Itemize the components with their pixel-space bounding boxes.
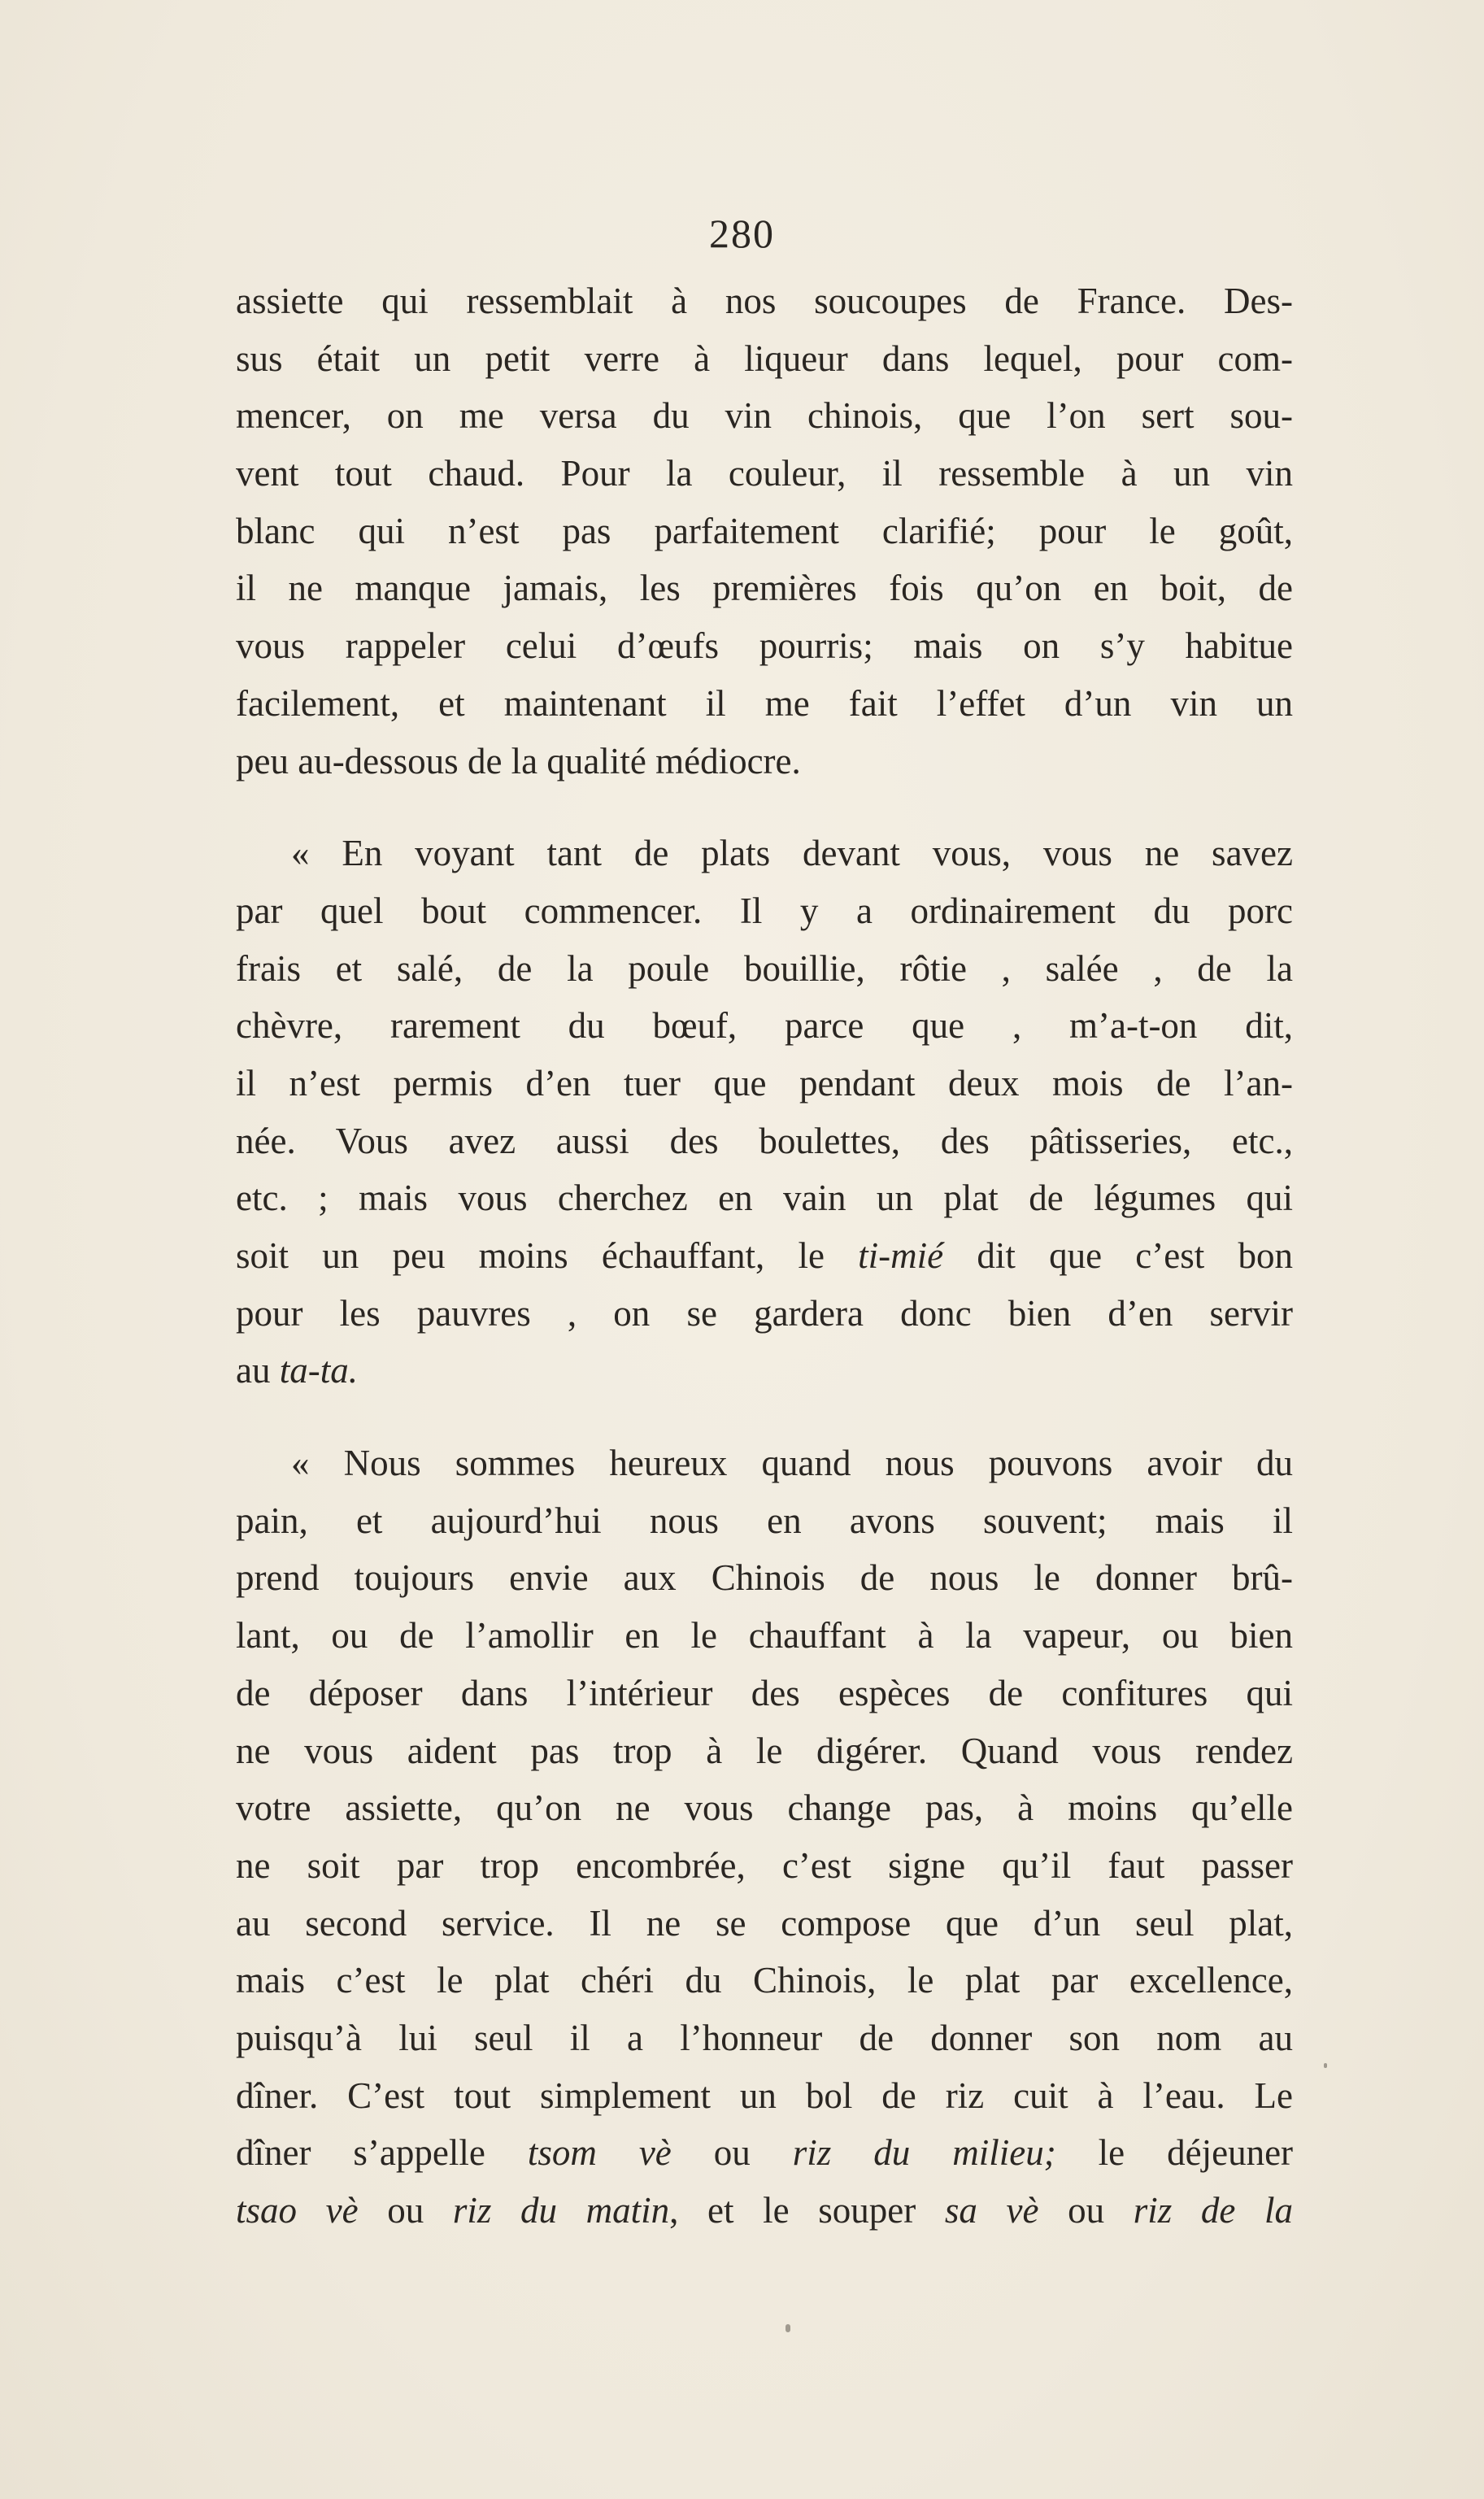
text-line: dîner. C’est tout simplement un bol de riz cuit à l’eau. Le [236, 2075, 1293, 2116]
text-line: etc. ; mais vous cherchez en vain un plat de légumes qui [236, 1178, 1293, 1219]
text-line: ne vous aident pas trop à le digérer. Quand vous rendez [236, 1730, 1293, 1771]
text-line-with-italic [236, 1227, 1293, 1285]
text-segment: ou [387, 2190, 424, 2231]
italic-term: riz du matin [452, 2190, 670, 2231]
text-line-with-italic [236, 2182, 1293, 2240]
text-segment: le déjeuner [1098, 2132, 1294, 2174]
text-line: au second service. Il ne se compose que d’un seul plat, [236, 1902, 1293, 1944]
text-line: ne soit par trop encombrée, c’est signe qu’il faut passer [236, 1844, 1293, 1886]
text-line: pour les pauvres , on se gardera donc bien d’en servir [236, 1292, 1293, 1334]
text-line: de déposer dans l’intérieur des espèces de confitures qui [236, 1672, 1293, 1713]
paragraph-gap [236, 790, 1293, 825]
text-line: prend toujours envie aux Chinois de nous le donner brû- [236, 1557, 1293, 1599]
paragraph-2 [236, 825, 1293, 1400]
text-line: blanc qui n’est pas parfaitement clarifié; pour le goût, [236, 510, 1293, 551]
text-segment: dîner s’appelle [236, 2132, 485, 2174]
text-line: il ne manque jamais, les premières fois qu’on en boit, de [236, 568, 1293, 609]
text-line: pain, et aujourd’hui nous en avons souvent; mais il [236, 1500, 1293, 1541]
text-segment: ou [713, 2132, 751, 2174]
body-text [236, 272, 1293, 2240]
italic-term: ti-mié [858, 1235, 944, 1276]
text-line: par quel bout commencer. Il y a ordinairement du porc [236, 890, 1293, 931]
italic-term: riz du milieu; [792, 2132, 1056, 2174]
paper-speck [786, 2324, 790, 2332]
text-line: mais c’est le plat chéri du Chinois, le plat par excellence, [236, 1960, 1293, 2001]
text-line: chèvre, rarement du bœuf, parce que , m’a-t-on dit, [236, 1005, 1293, 1047]
page-number: 280 [709, 211, 775, 256]
text-segment: au [236, 1350, 271, 1391]
italic-term: sa vè [944, 2190, 1039, 2231]
text-line: assiette qui ressemblait à nos soucoupes de France. Des- [236, 281, 1293, 321]
text-line: « En voyant tant de plats devant vous, vous ne savez [291, 833, 1293, 874]
paragraph-gap [236, 1400, 1293, 1435]
italic-term: tsao vè [236, 2190, 359, 2231]
text-segment: , et le souper [669, 2190, 916, 2231]
paragraph-3 [236, 1435, 1293, 2240]
text-segment: ou [1068, 2190, 1105, 2231]
text-line: votre assiette, qu’on ne vous change pas, à moins qu’elle [236, 1787, 1293, 1829]
text-line: il n’est permis d’en tuer que pendant deux mois de l’an- [236, 1062, 1293, 1104]
text-segment: dit que c’est bon [977, 1235, 1293, 1276]
text-line: facilement, et maintenant il me fait l’effet d’un vin un [236, 682, 1293, 724]
text-segment: soit un peu moins échauffant, le [236, 1235, 825, 1276]
italic-term: ta-ta. [279, 1350, 358, 1391]
text-line: puisqu’à lui seul il a l’honneur de donner son nom au [236, 2017, 1293, 2058]
text-line: sus était un petit verre à liqueur dans lequel, pour com- [236, 337, 1293, 379]
italic-term: tsom vè [527, 2132, 672, 2174]
paragraph-1 [236, 272, 1293, 790]
text-line: vous rappeler celui d’œufs pourris; mais on s’y habitue [236, 625, 1293, 667]
text-line: lant, ou de l’amollir en le chauffant à la vapeur, ou bien [236, 1615, 1293, 1657]
text-line: vent tout chaud. Pour la couleur, il ressemble à un vin [236, 453, 1293, 494]
text-line: née. Vous avez aussi des boulettes, des pâtisseries, etc., [236, 1120, 1293, 1161]
text-line-with-italic [236, 1342, 1293, 1400]
text-line: mencer, on me versa du vin chinois, que l’on sert sou- [236, 395, 1293, 437]
italic-term: riz de la [1133, 2190, 1294, 2231]
paper-speck [1324, 2063, 1327, 2068]
text-line: « Nous sommes heureux quand nous pouvons avoir du [291, 1443, 1293, 1484]
text-line: frais et salé, de la poule bouillie, rôtie , salée , de la [236, 947, 1293, 989]
text-line: peu au-dessous de la qualité médiocre. [236, 740, 801, 781]
text-line-with-italic [236, 2124, 1293, 2182]
